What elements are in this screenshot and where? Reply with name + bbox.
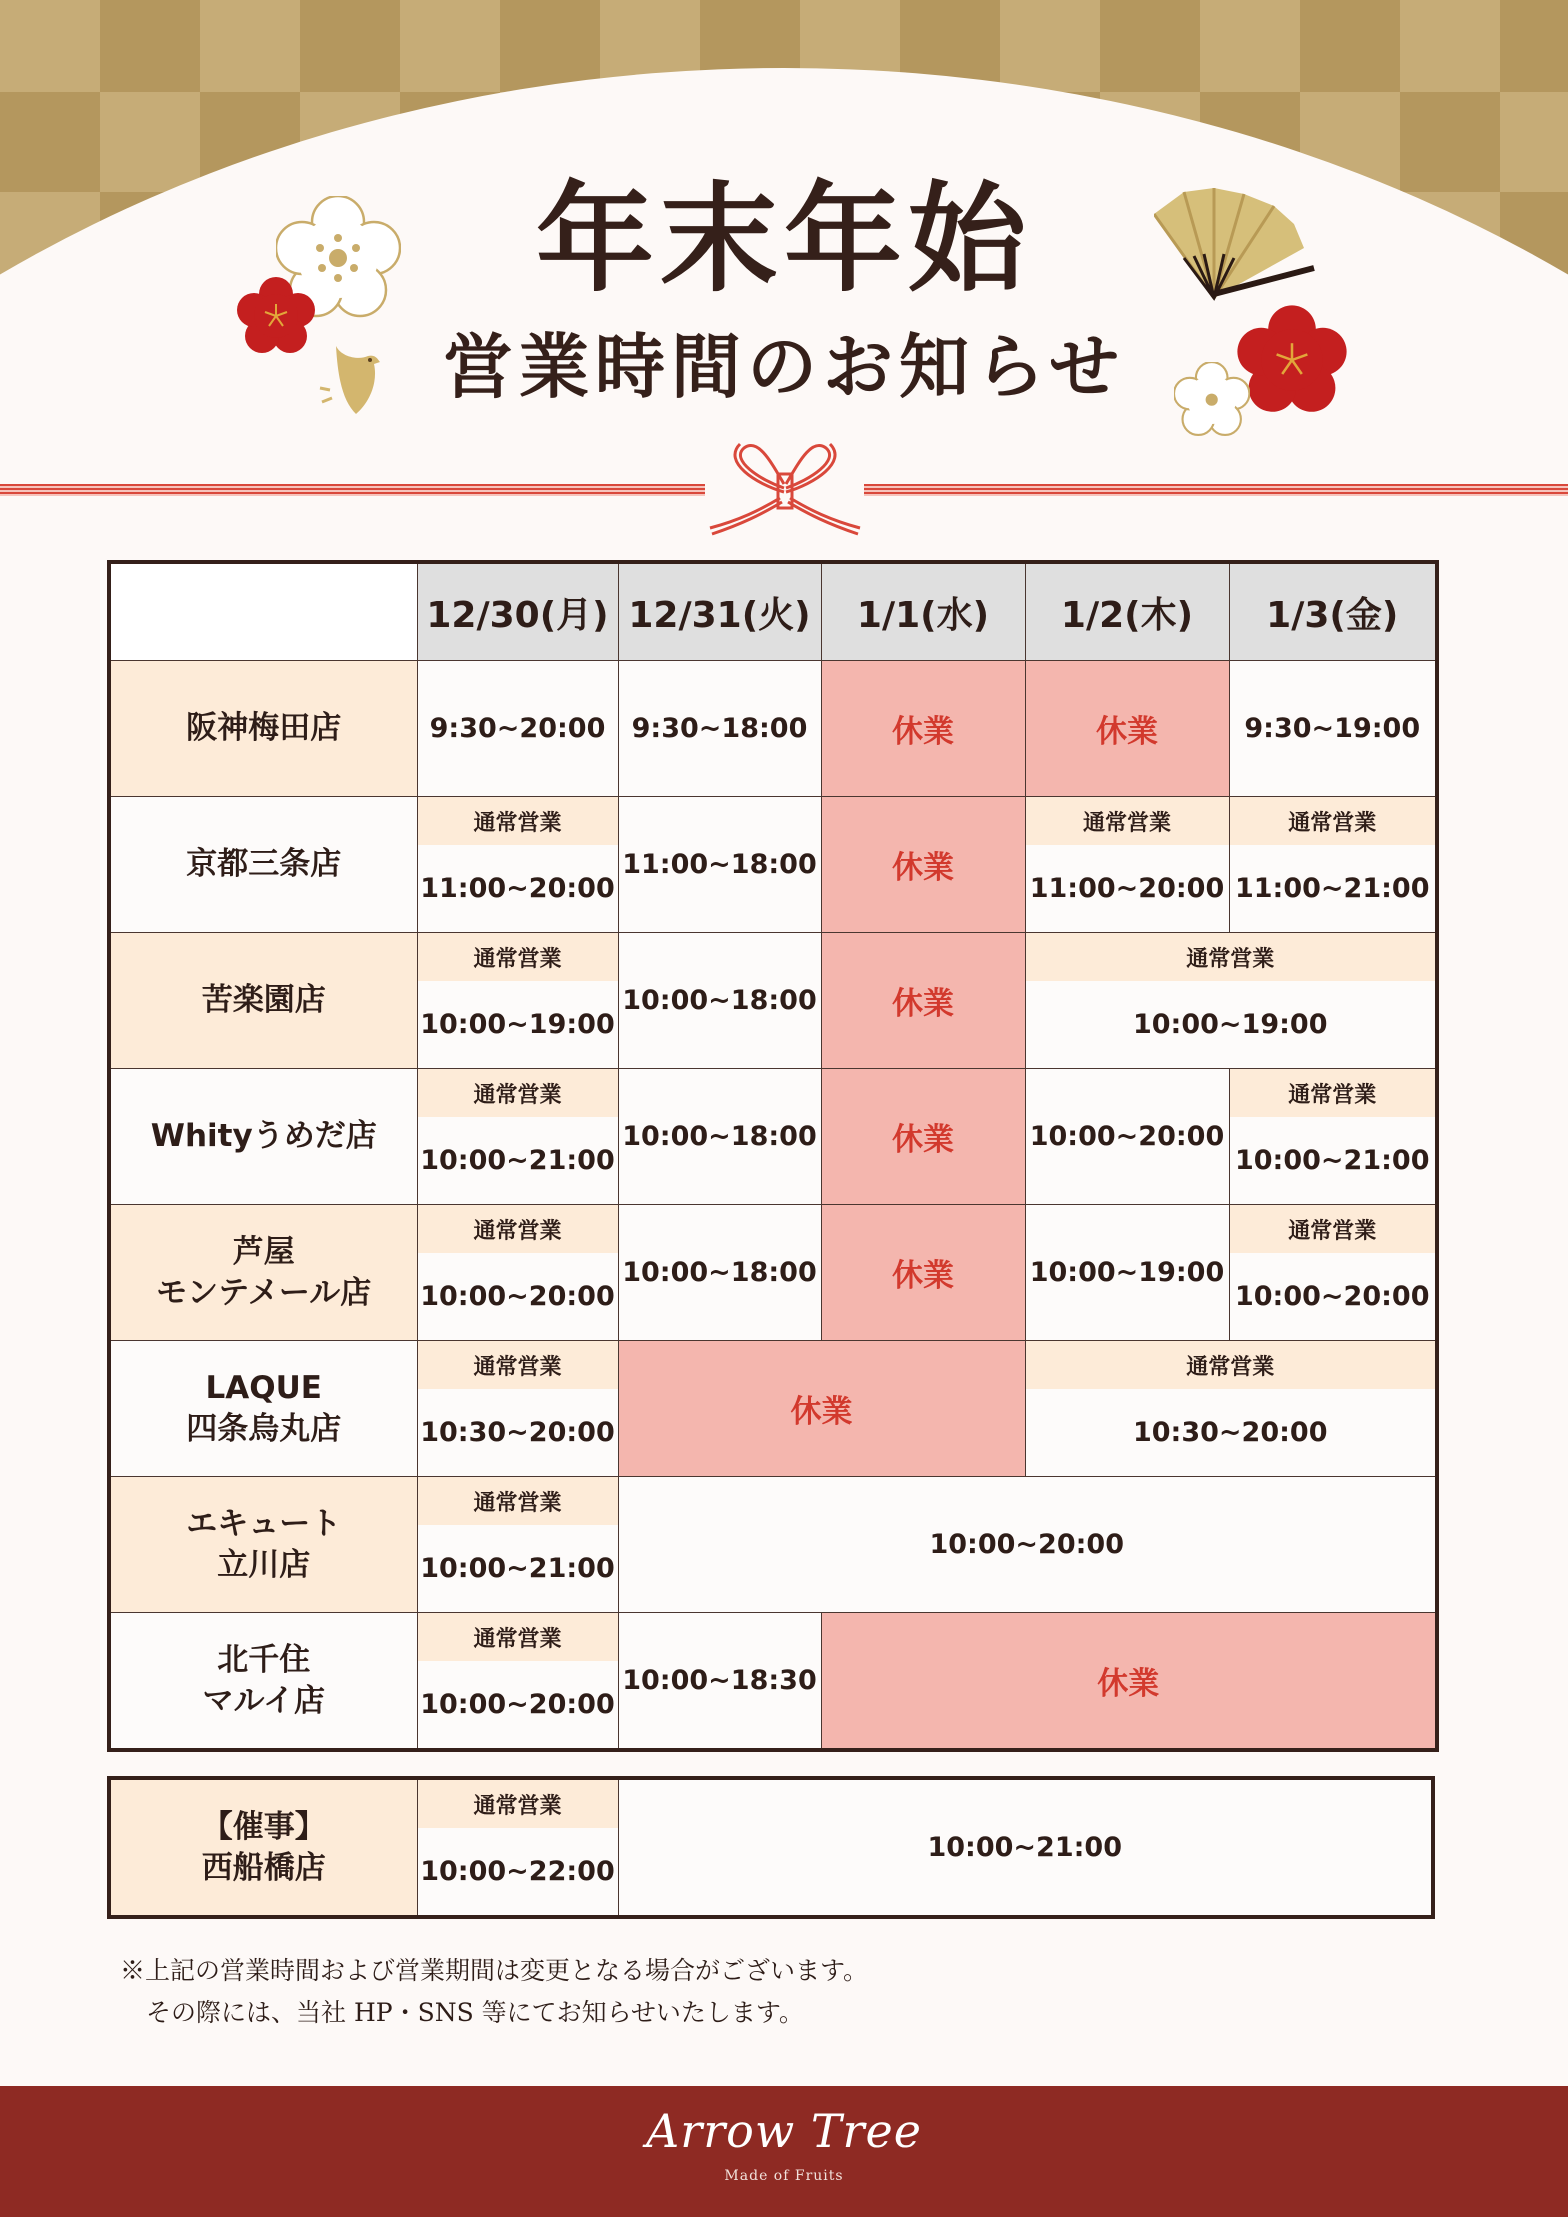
closed-cell: 休業 [821,661,1025,797]
hours-value: 10:00~19:00 [1026,981,1436,1068]
closed-cell: 休業 [821,1205,1025,1341]
hours-cell: 11:00~18:00 [618,797,821,933]
store-name: LAQUE 四条烏丸店 [109,1341,417,1477]
hours-value: 10:00~21:00 [1230,1117,1436,1204]
hours-value: 10:00~21:00 [418,1117,618,1204]
table-header-row [109,562,1437,661]
table-row [109,661,1437,797]
normal-hours-label: 通常営業 [418,1613,618,1661]
store-name: 【催事】 西船橋店 [109,1778,417,1917]
closed-cell: 休業 [821,933,1025,1069]
hours-cell: 10:00~18:00 [618,1205,821,1341]
day-header: 12/31(火) [618,562,821,661]
normal-hours-label: 通常営業 [1026,933,1436,981]
normal-hours-label: 通常営業 [1230,797,1436,845]
hours-cell: 10:00~20:00 [618,1477,1437,1613]
closed-cell: 休業 [821,1069,1025,1205]
normal-hours-label: 通常営業 [418,1780,618,1828]
brand-tagline: Made of Fruits [724,2168,844,2184]
closed-cell: 休業 [821,1613,1437,1751]
table-row [109,1778,1433,1917]
hours-value: 10:00~21:00 [418,1525,618,1612]
hours-cell: 10:00~18:00 [618,1069,821,1205]
page-subtitle: 営業時間のお知らせ [443,326,1125,408]
hours-cell: 10:00~18:00 [618,933,821,1069]
closed-cell: 休業 [821,797,1025,933]
store-name: 苦楽園店 [109,933,417,1069]
normal-hours-label: 通常営業 [418,1341,618,1389]
day-header: 1/1(水) [821,562,1025,661]
hours-value: 10:00~22:00 [418,1828,618,1915]
business-hours-table [107,560,1439,1752]
mizuhiki-cord-right [864,484,1568,496]
hours-cell: 9:30~19:00 [1229,661,1437,797]
normal-hours-label: 通常営業 [1230,1069,1436,1117]
normal-hours-label: 通常営業 [1026,1341,1436,1389]
table-row [109,1069,1437,1205]
hours-value: 10:30~20:00 [418,1389,618,1476]
hours-value: 11:00~20:00 [1026,845,1229,932]
closed-cell: 休業 [618,1341,1025,1477]
hours-cell: 9:30~20:00 [417,661,618,797]
table-row [109,1205,1437,1341]
day-header: 1/2(木) [1025,562,1229,661]
table-row [109,1341,1437,1477]
normal-hours-label: 通常営業 [1026,797,1229,845]
hours-value: 10:00~20:00 [418,1661,618,1748]
corner-cell [109,562,417,661]
hours-value: 11:00~20:00 [418,845,618,932]
normal-hours-label: 通常営業 [418,933,618,981]
hours-value: 10:00~19:00 [418,981,618,1068]
normal-hours-label: 通常営業 [418,1205,618,1253]
store-name: Whityうめだ店 [109,1069,417,1205]
normal-hours-label: 通常営業 [418,1477,618,1525]
table-row [109,1613,1437,1751]
mizuhiki-cord-left [0,484,705,496]
mizuhiki-bow-icon [700,440,870,540]
hours-cell: 9:30~18:00 [618,661,821,797]
hours-value: 10:00~20:00 [418,1253,618,1340]
brand-logo: Arrow Tree [645,2104,922,2158]
hours-cell: 10:00~18:30 [618,1613,821,1751]
day-header: 1/3(金) [1229,562,1437,661]
store-name: エキュート 立川店 [109,1477,417,1613]
page-title: 年末年始 [535,170,1032,308]
normal-hours-label: 通常営業 [1230,1205,1436,1253]
table-row [109,933,1437,1069]
notice-line: その際には、当社 HP・SNS 等にてお知らせいたします。 [146,1998,804,2027]
hours-value: 10:00~20:00 [1230,1253,1436,1340]
closed-cell: 休業 [1025,661,1229,797]
notice-text [120,1950,868,2034]
notice-line: ※上記の営業時間および営業期間は変更となる場合がございます。 [120,1956,869,1985]
store-name: 芦屋 モンテメール店 [109,1205,417,1341]
store-name: 京都三条店 [109,797,417,933]
store-name: 北千住 マルイ店 [109,1613,417,1751]
hours-value: 10:30~20:00 [1026,1389,1436,1476]
event-store-table [107,1776,1435,1919]
table-row [109,1477,1437,1613]
store-name: 阪神梅田店 [109,661,417,797]
hours-cell: 10:00~21:00 [618,1778,1433,1917]
table-row [109,797,1437,933]
hours-value: 11:00~21:00 [1230,845,1436,932]
hours-cell: 10:00~20:00 [1025,1069,1229,1205]
normal-hours-label: 通常営業 [418,1069,618,1117]
hours-cell: 10:00~19:00 [1025,1205,1229,1341]
day-header: 12/30(月) [417,562,618,661]
normal-hours-label: 通常営業 [418,797,618,845]
